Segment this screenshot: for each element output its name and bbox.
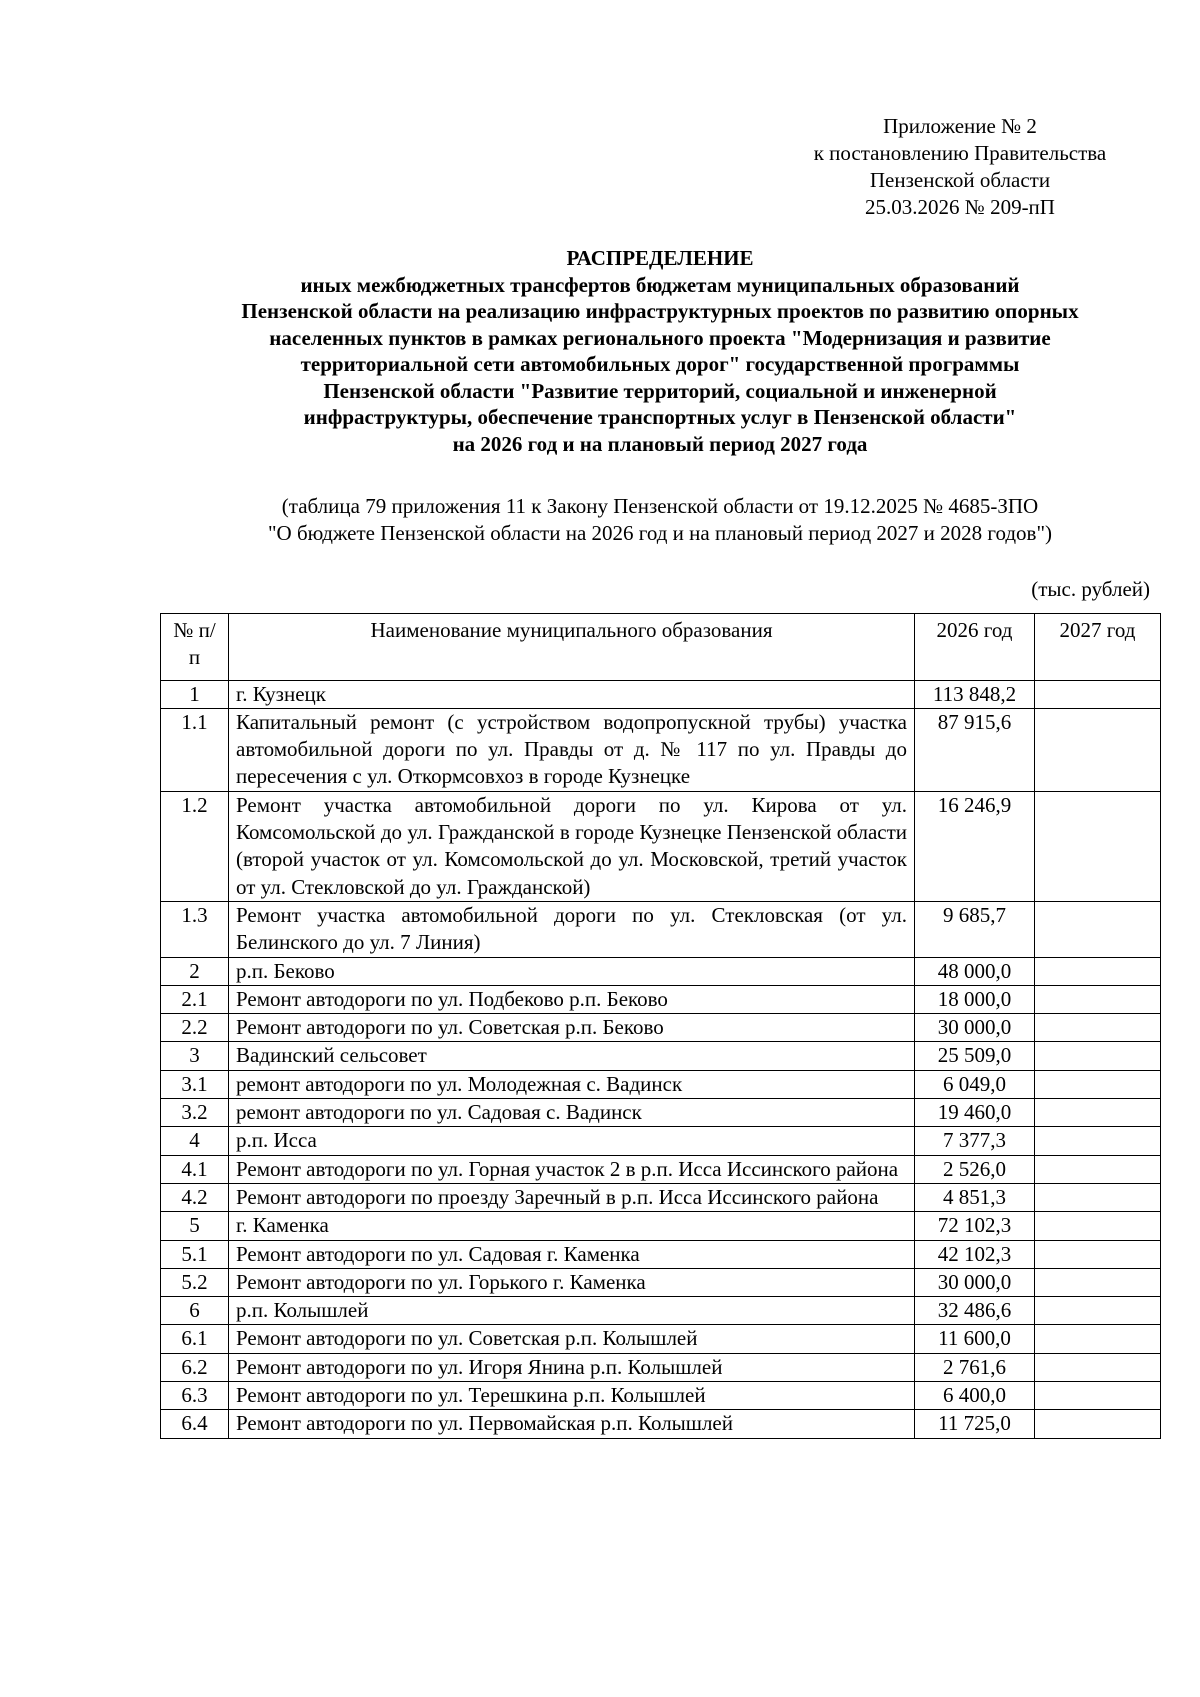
row-value-2026: 2 526,0: [915, 1155, 1035, 1183]
title-line: инфраструктуры, обеспечение транспортных услуг в Пензенской области": [303, 405, 1017, 429]
row-number: 3.1: [161, 1070, 229, 1098]
row-value-2027: [1035, 957, 1161, 985]
row-name: р.п. Колышлей: [229, 1297, 915, 1325]
row-value-2026: 87 915,6: [915, 708, 1035, 791]
row-number: 5: [161, 1212, 229, 1240]
table-header-row: [161, 614, 1161, 681]
row-value-2026: 2 761,6: [915, 1353, 1035, 1381]
row-value-2026: 25 509,0: [915, 1042, 1035, 1070]
appendix-region: Пензенской области: [869, 168, 1051, 192]
table-row: [161, 985, 1161, 1013]
row-value-2026: 11 600,0: [915, 1325, 1035, 1353]
row-value-2026: 113 848,2: [915, 680, 1035, 708]
row-name: Ремонт автодороги по ул. Игоря Янина р.п. Колышлей: [229, 1353, 915, 1381]
row-value-2027: [1035, 1382, 1161, 1410]
table-row: [161, 1183, 1161, 1211]
title-line: на 2026 год и на плановый период 2027 года: [452, 431, 868, 456]
row-number: 3: [161, 1042, 229, 1070]
note-line: (таблица 79 приложения 11 к Закону Пензенской области от 19.12.2025 № 4685-ЗПО: [281, 494, 1039, 518]
row-value-2026: 42 102,3: [915, 1240, 1035, 1268]
row-value-2026: 19 460,0: [915, 1099, 1035, 1127]
row-number: 2.2: [161, 1014, 229, 1042]
row-value-2027: [1035, 1014, 1161, 1042]
row-number: 1.2: [161, 791, 229, 901]
title-line: населенных пунктов в рамках регионального проекта "Модернизация и развитие: [269, 325, 1051, 350]
row-value-2027: [1035, 1155, 1161, 1183]
table-row: [161, 1240, 1161, 1268]
title-line: Пензенской области на реализацию инфраструктурных проектов по развитию опорных: [241, 299, 1079, 323]
row-value-2026: 11 725,0: [915, 1410, 1035, 1438]
row-number: 5.1: [161, 1240, 229, 1268]
table-row: [161, 1410, 1161, 1438]
law-reference-note: [140, 493, 1180, 547]
table-row: [161, 1325, 1161, 1353]
row-value-2027: [1035, 901, 1161, 957]
row-name: Ремонт автодороги по ул. Садовая г. Каменка: [229, 1240, 915, 1268]
row-value-2027: [1035, 708, 1161, 791]
table-row: [161, 1042, 1161, 1070]
row-name: Ремонт автодороги по ул. Подбеково р.п. Беково: [229, 985, 915, 1013]
title-line: РАСПРЕДЕЛЕНИЕ: [566, 246, 754, 270]
table-row: [161, 1353, 1161, 1381]
row-name: Ремонт участка автомобильной дороги по ул. Стекловская (от ул. Белинского до ул. 7 Линия): [229, 901, 915, 957]
row-number: 3.2: [161, 1099, 229, 1127]
table-row: [161, 1268, 1161, 1296]
row-value-2027: [1035, 1183, 1161, 1211]
row-name: Ремонт автодороги по проезду Заречный в р.п. Исса Иссинского района: [229, 1183, 915, 1211]
row-number: 4: [161, 1127, 229, 1155]
row-value-2027: [1035, 1325, 1161, 1353]
table-row: [161, 680, 1161, 708]
row-value-2026: 48 000,0: [915, 957, 1035, 985]
row-name: Капитальный ремонт (с устройством водопропускной трубы) участка автомобильной дороги по ул. Правды от д. № 117 по ул. Правды до пересечения с ул. Откормсовхоз в городе Кузнецке: [229, 708, 915, 791]
table-row: [161, 1155, 1161, 1183]
row-value-2027: [1035, 1353, 1161, 1381]
row-name: Ремонт автодороги по ул. Горная участок 2 в р.п. Исса Иссинского района: [229, 1155, 915, 1183]
row-number: 1.3: [161, 901, 229, 957]
row-value-2026: 30 000,0: [915, 1268, 1035, 1296]
row-value-2026: 16 246,9: [915, 791, 1035, 901]
row-name: Ремонт автодороги по ул. Советская р.п. Беково: [229, 1014, 915, 1042]
table-row: [161, 1297, 1161, 1325]
row-number: 1.1: [161, 708, 229, 791]
row-value-2027: [1035, 1127, 1161, 1155]
row-name: ремонт автодороги по ул. Садовая с. Вадинск: [229, 1099, 915, 1127]
table-row: [161, 1070, 1161, 1098]
row-value-2026: 18 000,0: [915, 985, 1035, 1013]
row-value-2026: 6 400,0: [915, 1382, 1035, 1410]
row-number: 6.3: [161, 1382, 229, 1410]
document-title: [140, 245, 1180, 457]
row-number: 6: [161, 1297, 229, 1325]
row-value-2027: [1035, 1410, 1161, 1438]
row-number: 6.4: [161, 1410, 229, 1438]
header-num: № п/п: [161, 614, 229, 681]
distribution-table: [160, 613, 1161, 1439]
row-value-2026: 30 000,0: [915, 1014, 1035, 1042]
title-line: Пензенской области "Развитие территорий, социальной и инженерной: [323, 378, 997, 403]
row-value-2027: [1035, 1297, 1161, 1325]
row-name: г. Кузнецк: [229, 680, 915, 708]
appendix-number: Приложение № 2: [883, 114, 1037, 138]
header-name: Наименование муниципального образования: [229, 614, 915, 681]
header-2027: 2027 год: [1035, 614, 1161, 681]
row-name: Ремонт автодороги по ул. Горького г. Каменка: [229, 1268, 915, 1296]
row-value-2027: [1035, 1070, 1161, 1098]
table-row: [161, 957, 1161, 985]
header-2026: 2026 год: [915, 614, 1035, 681]
row-value-2027: [1035, 791, 1161, 901]
row-value-2026: 32 486,6: [915, 1297, 1035, 1325]
appendix-date: 25.03.2026 № 209-пП: [865, 195, 1055, 219]
row-value-2027: [1035, 1042, 1161, 1070]
row-number: 6.2: [161, 1353, 229, 1381]
row-name: Ремонт автодороги по ул. Терешкина р.п. Колышлей: [229, 1382, 915, 1410]
row-value-2026: 9 685,7: [915, 901, 1035, 957]
row-value-2027: [1035, 1240, 1161, 1268]
table-body: [161, 680, 1161, 1438]
units-label: (тыс. рублей): [1031, 577, 1150, 601]
row-number: 1: [161, 680, 229, 708]
table-row: [161, 791, 1161, 901]
row-value-2027: [1035, 680, 1161, 708]
row-name: р.п. Беково: [229, 957, 915, 985]
table-row: [161, 901, 1161, 957]
note-line: "О бюджете Пензенской области на 2026 год и на плановый период 2027 и 2028 годов"): [267, 521, 1053, 545]
title-line: иных межбюджетных трансфертов бюджетам муниципальных образований: [300, 272, 1020, 297]
row-number: 4.1: [161, 1155, 229, 1183]
appendix-resolution: к постановлению Правительства: [813, 141, 1107, 165]
row-number: 6.1: [161, 1325, 229, 1353]
row-value-2026: 7 377,3: [915, 1127, 1035, 1155]
table-row: [161, 1099, 1161, 1127]
row-value-2027: [1035, 1099, 1161, 1127]
row-number: 4.2: [161, 1183, 229, 1211]
row-value-2026: 72 102,3: [915, 1212, 1035, 1240]
row-name: г. Каменка: [229, 1212, 915, 1240]
table-row: [161, 1382, 1161, 1410]
row-value-2026: 6 049,0: [915, 1070, 1035, 1098]
appendix-header: [740, 113, 1180, 221]
row-value-2026: 4 851,3: [915, 1183, 1035, 1211]
row-number: 2: [161, 957, 229, 985]
row-value-2027: [1035, 1268, 1161, 1296]
row-name: р.п. Исса: [229, 1127, 915, 1155]
table-row: [161, 1127, 1161, 1155]
row-name: ремонт автодороги по ул. Молодежная с. Вадинск: [229, 1070, 915, 1098]
row-value-2027: [1035, 1212, 1161, 1240]
row-name: Ремонт автодороги по ул. Советская р.п. Колышлей: [229, 1325, 915, 1353]
row-number: 5.2: [161, 1268, 229, 1296]
table-row: [161, 1014, 1161, 1042]
row-number: 2.1: [161, 985, 229, 1013]
row-value-2027: [1035, 985, 1161, 1013]
table-row: [161, 1212, 1161, 1240]
table-row: [161, 708, 1161, 791]
row-name: Ремонт автодороги по ул. Первомайская р.п. Колышлей: [229, 1410, 915, 1438]
row-name: Вадинский сельсовет: [229, 1042, 915, 1070]
title-line: территориальной сети автомобильных дорог" государственной программы: [300, 352, 1020, 376]
row-name: Ремонт участка автомобильной дороги по ул. Кирова от ул. Комсомольской до ул. Гражданской в городе Кузнецке Пензенской области (второй участок от ул. Комсомольской до ул. Московской, третий участок от ул. Стекловской до ул. Гражданской): [229, 791, 915, 901]
